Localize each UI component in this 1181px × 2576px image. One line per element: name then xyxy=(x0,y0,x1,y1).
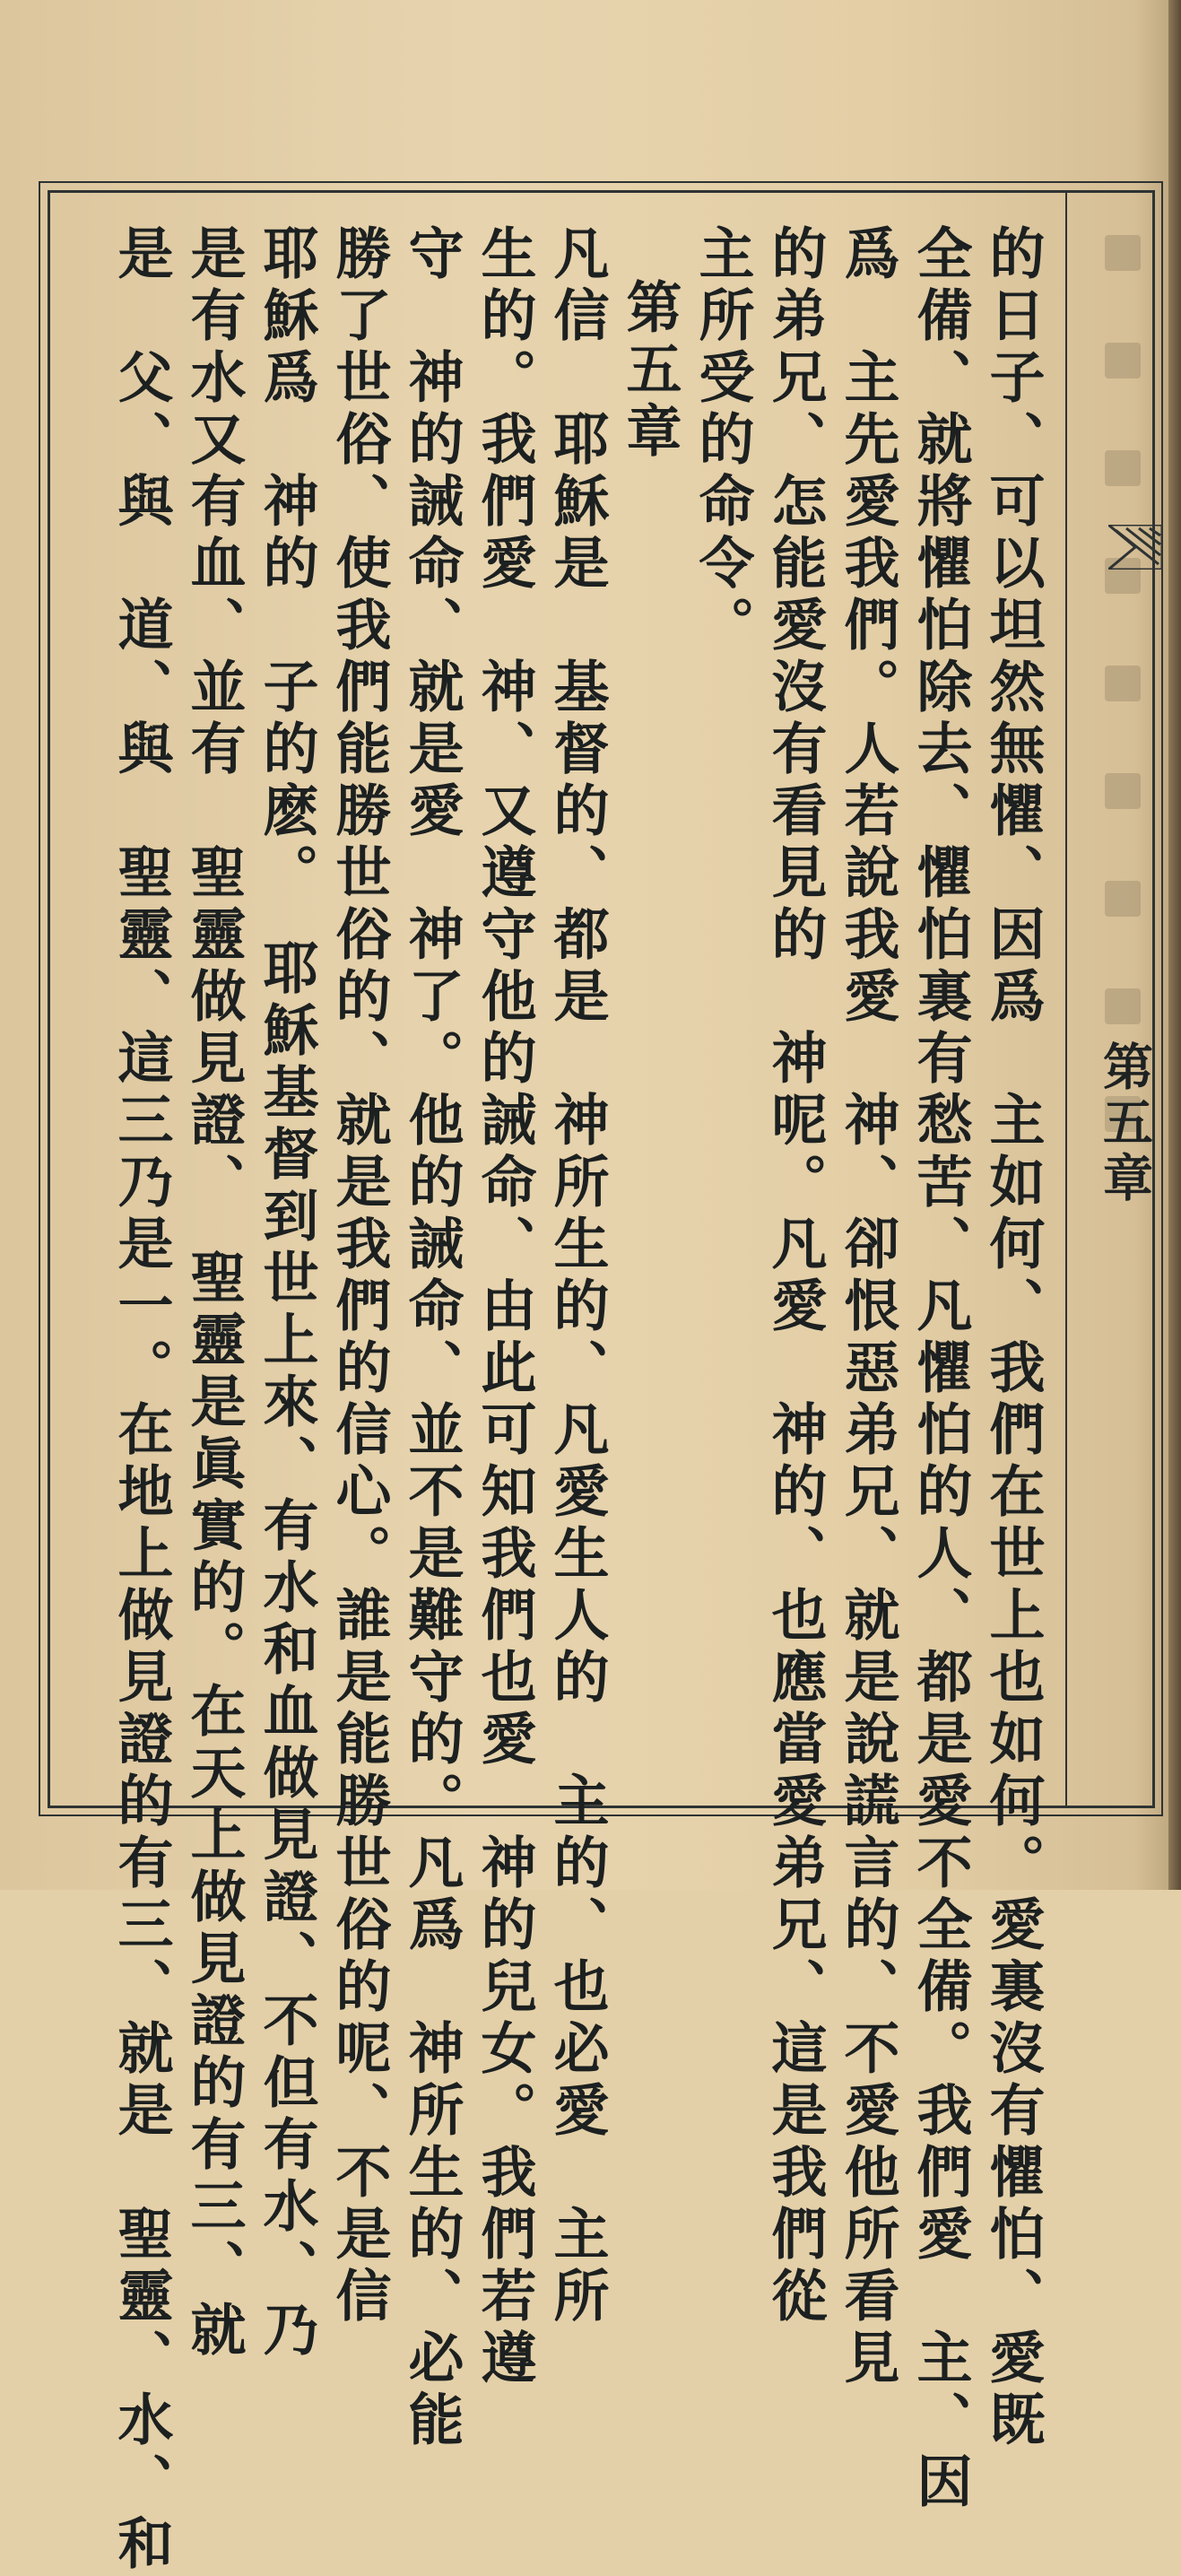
chapter-heading: 第五章 xyxy=(617,278,682,464)
margin-divider-line xyxy=(1065,190,1067,1808)
text-column: 是 父、與 道、與 聖靈、這三乃是一。在地上做見證的有三、就是 聖靈、水、和 xyxy=(109,224,174,2576)
page-binding-edge xyxy=(1168,0,1181,1890)
text-column: 勝了世俗、使我們能勝世俗的、就是我們的信心。誰是能勝世俗的呢、不是信 xyxy=(326,224,392,2328)
text-column: 耶穌爲 神的 子的麽。 耶穌基督到世上來、有水和血做見證、不但有水、乃 xyxy=(254,224,319,2363)
text-column: 全備、就將懼怕除去、懼怕裏有愁苦、凡懼怕的人、都是愛不全備。我們愛 主、因 xyxy=(907,224,973,2514)
text-column: 爲 主先愛我們。人若說我愛 神、卻恨惡弟兄、就是說謊言的、不愛他所看見 xyxy=(835,224,900,2390)
scripture-text-body xyxy=(72,224,1049,2576)
fishtail-ornament-icon xyxy=(1108,525,1162,570)
text-column: 的日子、可以坦然無懼、因爲 主如何、我們在世上也如何。愛裏沒有懼怕、愛既 xyxy=(980,224,1046,2452)
text-column: 凡信 耶穌是 基督的、都是 神所生的、凡愛生人的 主的、也必愛 主所 xyxy=(544,224,610,2328)
text-column: 的弟兄、怎能愛沒有看見的 神呢。凡愛 神的、也應當愛弟兄、這是我們從 xyxy=(762,224,828,2328)
chapter-heading-margin: 第五章 xyxy=(1095,1040,1154,1207)
text-column: 守 神的誡命、就是愛 神了。他的誡命、並不是難守的。凡爲 神所生的、必能 xyxy=(399,224,465,2452)
text-column: 是有水又有血、並有 聖靈做見證、 聖靈是眞實的。在天上做見證的有三、就 xyxy=(181,224,247,2363)
text-column: 主所受的命令。 xyxy=(690,224,755,657)
text-column: 生的。我們愛 神、又遵守他的誡命、由此可知我們也愛 神的兒女。我們若遵 xyxy=(472,224,537,2390)
